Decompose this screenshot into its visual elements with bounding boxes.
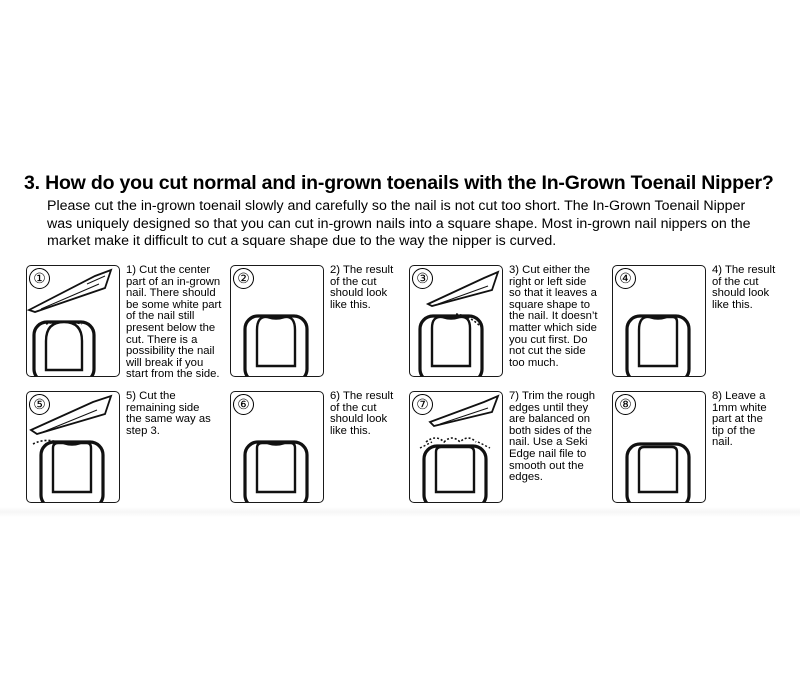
step-8 (612, 391, 800, 503)
intro-line: Please cut the in-grown toenail slowly and carefully so the nail is not cut too short. The In-Grown Toenail Nipper (47, 198, 746, 214)
caption-line: present below the (126, 321, 216, 334)
step-3 (409, 265, 603, 377)
caption-line: right or left side (509, 275, 587, 288)
caption-line: part of an in-grown (126, 275, 221, 288)
caption-line: should look (330, 413, 388, 426)
step-1 (26, 264, 222, 381)
caption-line: the same way as (126, 413, 211, 426)
caption-line: like this. (330, 424, 371, 437)
caption-line: 2) The result (330, 264, 394, 276)
step-1-illustration (26, 265, 120, 377)
step-4 (612, 265, 800, 377)
caption-line: 4) The result (712, 264, 776, 276)
step-caption (712, 265, 800, 311)
step-number: ② (233, 268, 254, 289)
caption-line: smooth out the (509, 459, 584, 472)
step-number: ⑤ (29, 394, 50, 415)
caption-line: not cut the side (509, 345, 586, 358)
caption-line: square shape to (509, 298, 591, 311)
intro-paragraph (47, 198, 787, 251)
caption-line: step 3. (126, 424, 160, 437)
caption-line: will break if you (126, 356, 204, 369)
caption-line: edges. (509, 471, 543, 484)
caption-line: of the cut (330, 401, 377, 414)
caption-line: tip of the (712, 424, 756, 437)
step-caption (509, 391, 603, 484)
caption-line: like this. (712, 298, 753, 311)
step-8-illustration (612, 391, 706, 503)
step-caption (712, 391, 800, 449)
step-7-illustration (409, 391, 503, 503)
caption-line: you cut first. Do (509, 333, 588, 346)
caption-line: nail. There should (126, 287, 216, 300)
step-number: ③ (412, 268, 433, 289)
caption-line: Edge nail file to (509, 447, 587, 460)
caption-line: possibility the nail (126, 345, 215, 358)
caption-line: should look (330, 287, 388, 300)
step-6 (230, 391, 424, 503)
bottom-shadow-band (0, 507, 800, 517)
step-number: ① (29, 268, 50, 289)
caption-line: start from the side. (126, 368, 220, 381)
caption-line: 1) Cut the center (126, 264, 211, 276)
step-3-illustration (409, 265, 503, 377)
caption-line: 5) Cut the (126, 390, 176, 402)
step-number: ④ (615, 268, 636, 289)
step-4-illustration (612, 265, 706, 377)
step-caption (126, 391, 220, 437)
caption-line: of the cut (330, 275, 377, 288)
caption-line: part at the (712, 413, 763, 426)
step-5-illustration (26, 391, 120, 503)
caption-line: too much. (509, 356, 559, 369)
caption-line: like this. (330, 298, 371, 311)
step-caption (509, 265, 603, 369)
step-number: ⑦ (412, 394, 433, 415)
caption-line: edges until they (509, 401, 589, 414)
step-caption (126, 265, 220, 381)
caption-line: nail. (712, 436, 733, 449)
step-2 (230, 265, 424, 377)
intro-line: was uniquely designed so that you can cut in-grown nails into a square shape. Most in-grown nail nippers on the (47, 215, 751, 232)
step-6-illustration (230, 391, 324, 503)
caption-line: 1mm white (712, 401, 767, 414)
caption-line: should look (712, 287, 770, 300)
caption-line: matter which side (509, 321, 597, 334)
intro-line: market make it difficult to cut a square shape due to the way the nipper is curved. (47, 233, 557, 249)
caption-line: be some white part (126, 298, 222, 311)
caption-line: remaining side (126, 401, 200, 414)
caption-line: 8) Leave a (712, 390, 766, 402)
step-7 (409, 391, 603, 503)
caption-line: so that it leaves a (509, 287, 597, 300)
step-number: ⑥ (233, 394, 254, 415)
step-5 (26, 391, 220, 503)
caption-line: 7) Trim the rough (509, 390, 596, 402)
caption-line: the nail. It doesn’t (509, 310, 598, 323)
caption-line: are balanced on (509, 413, 591, 426)
caption-line: of the nail still (126, 310, 195, 323)
step-number: ⑧ (615, 394, 636, 415)
caption-line: nail. Use a Seki (509, 436, 588, 449)
caption-line: 3) Cut either the (509, 264, 591, 276)
caption-line: of the cut (712, 275, 759, 288)
caption-line: cut. There is a (126, 333, 198, 346)
caption-line: 6) The result (330, 390, 394, 402)
caption-line: both sides of the (509, 424, 592, 437)
step-2-illustration (230, 265, 324, 377)
section-heading: 3. How do you cut normal and in-grown toenails with the In-Grown Toenail Nipper? (24, 172, 774, 194)
